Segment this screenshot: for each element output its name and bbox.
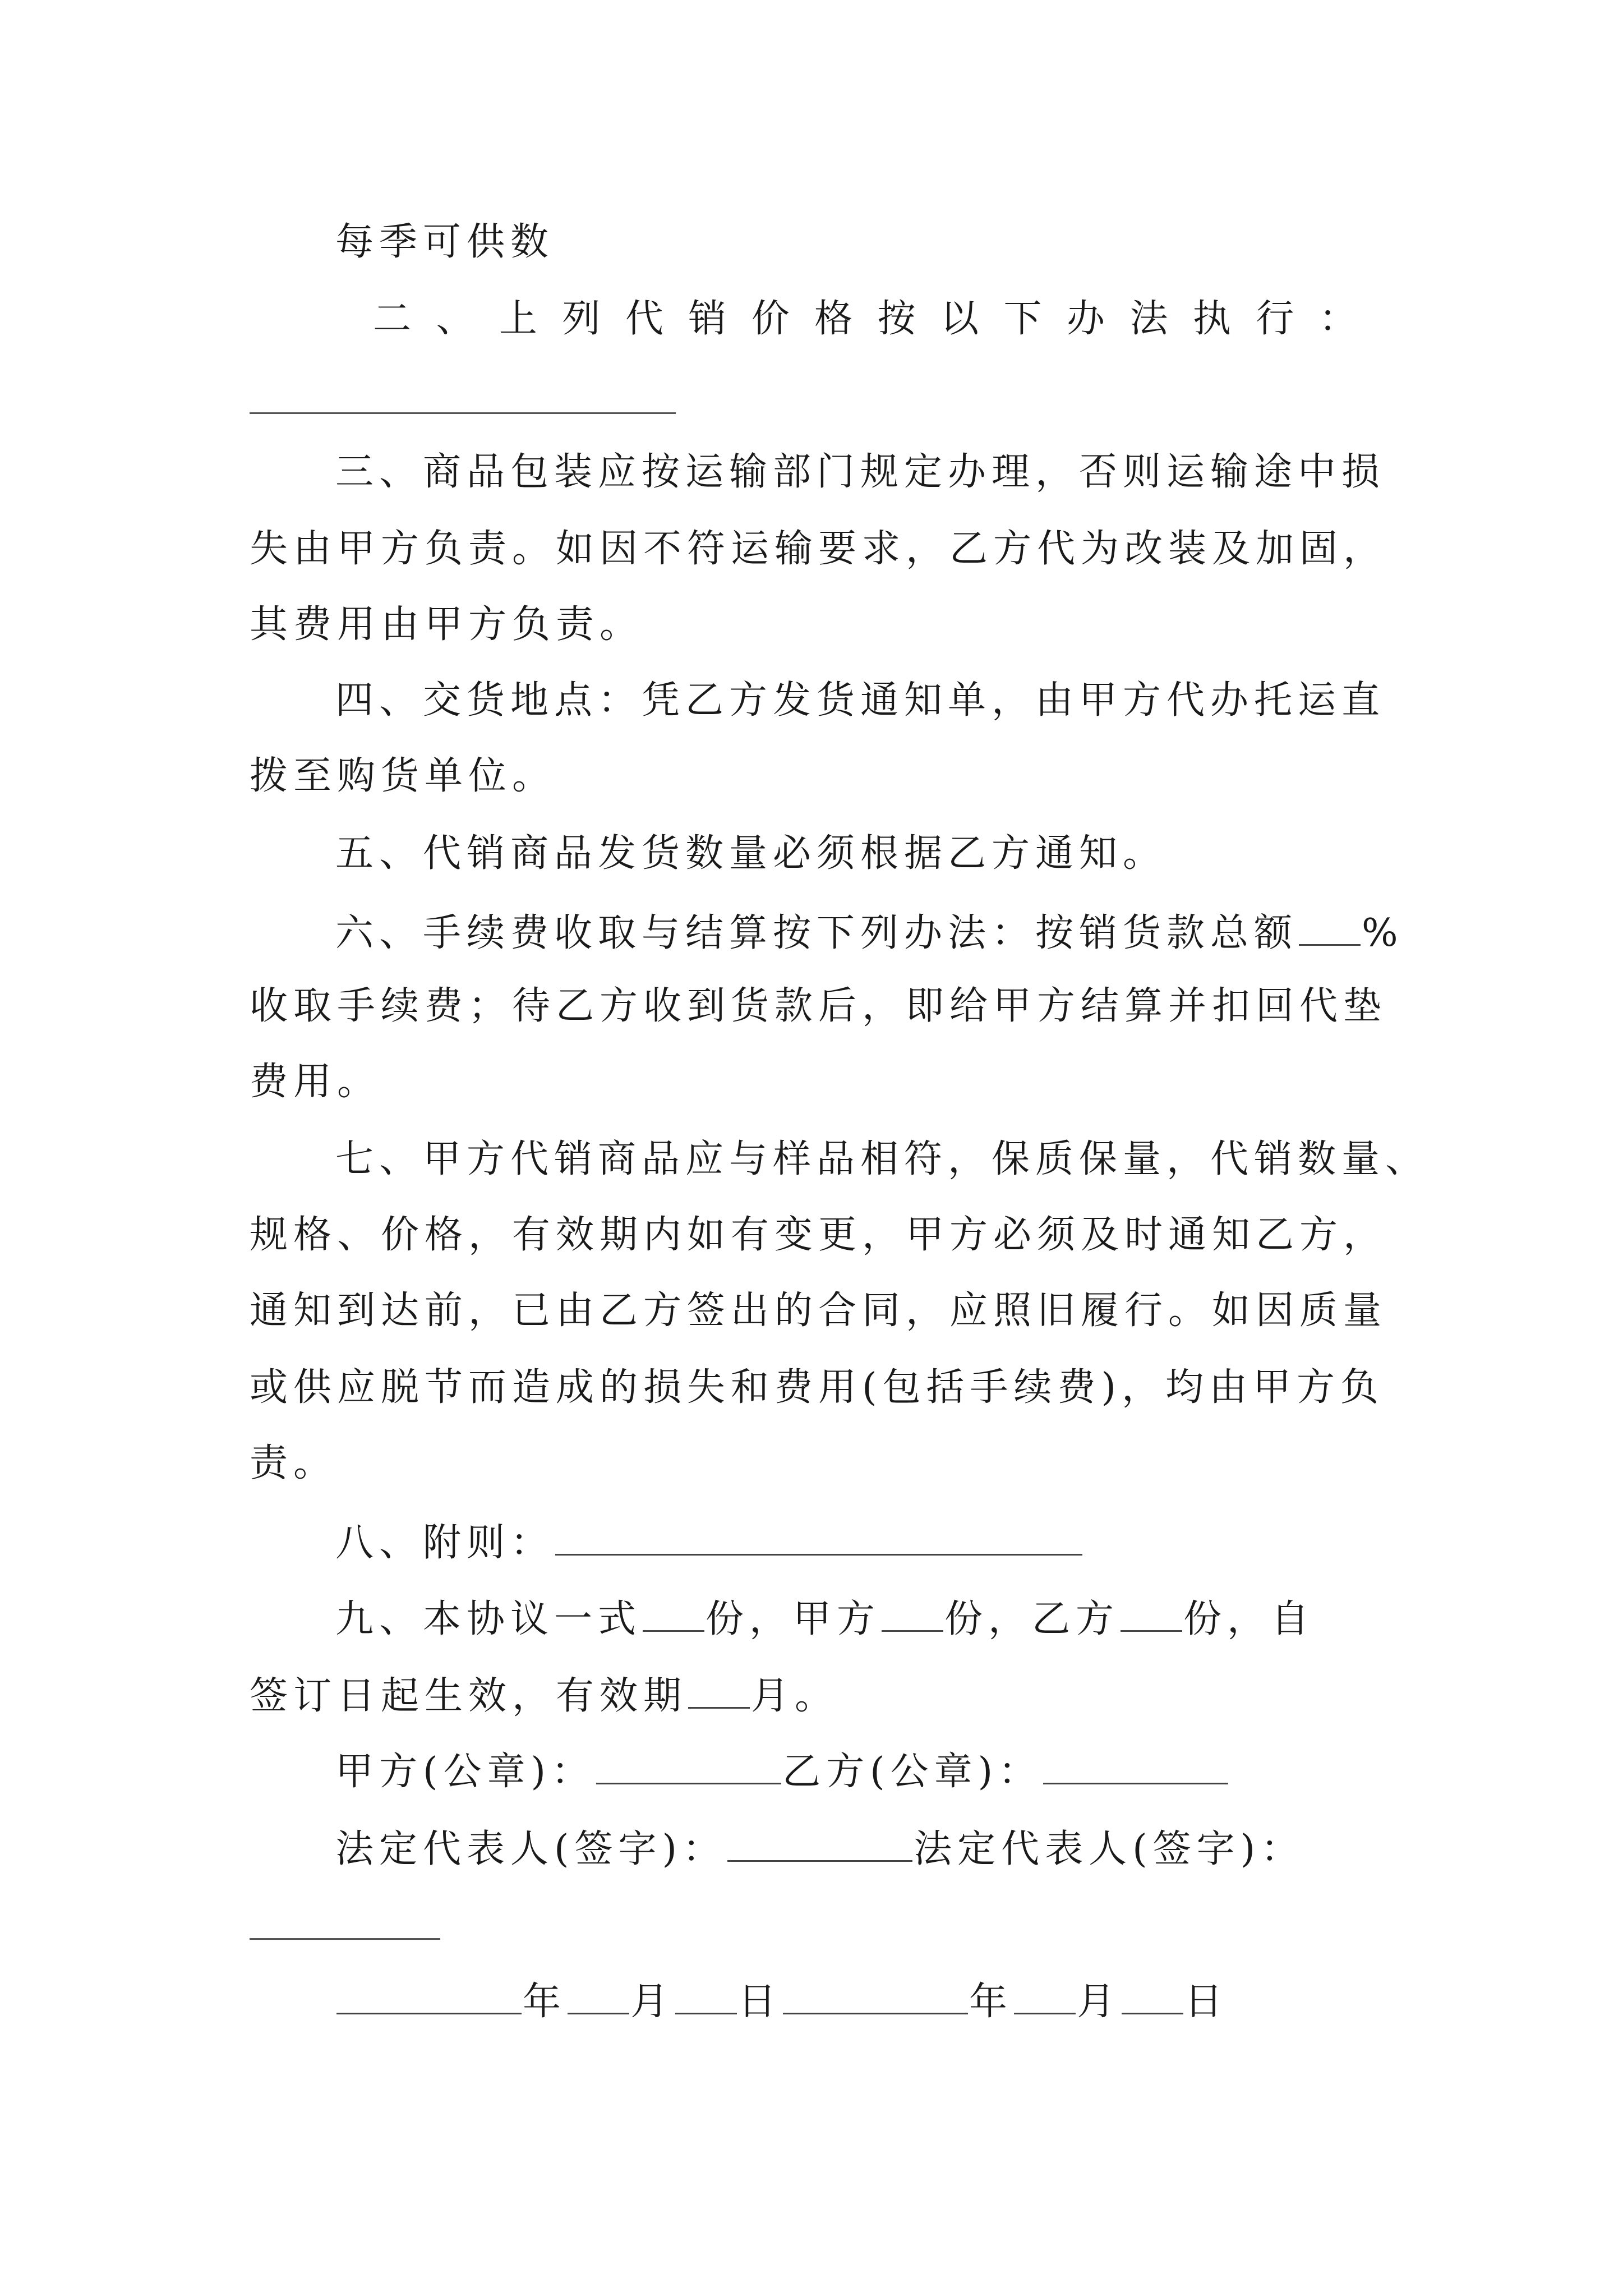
fill-in-party-a-month[interactable]: [568, 1980, 629, 2014]
fill-in-party-b-representative[interactable]: [250, 1938, 440, 1940]
paragraph-7-line-2: 规格、价格，有效期内如有变更，甲方必须及时通知乙方，: [250, 1213, 1387, 1257]
heading-char: 价: [751, 297, 790, 341]
paragraph-3-line-2: 失由甲方负责。如因不符运输要求，乙方代为改装及加固，: [250, 527, 1387, 571]
date-line: 年 月 日 年 月 日: [335, 1980, 1228, 2021]
fill-in-party-b-day[interactable]: [1122, 1980, 1183, 2014]
fill-in-party-b-copies[interactable]: [1121, 1598, 1182, 1632]
paragraph-7-line-4: 或供应脱节而造成的损失和费用(包括手续费)，均由甲方负: [250, 1365, 1385, 1410]
fill-in-party-a-seal[interactable]: [596, 1750, 781, 1784]
heading-char: 上: [499, 297, 537, 341]
fill-in-party-a-year[interactable]: [336, 1980, 522, 2014]
representative-line: 法定代表人(签字)： 法定代表人(签字)：: [335, 1827, 1305, 1871]
fill-in-party-b-seal[interactable]: [1043, 1750, 1228, 1784]
fill-in-validity-months[interactable]: [688, 1674, 750, 1709]
heading-char: 执: [1192, 297, 1231, 341]
fill-in-line-price-method: [250, 412, 676, 414]
paragraph-7-line-5: 责。: [250, 1441, 338, 1485]
paragraph-3-line-3: 其费用由甲方负责。: [250, 602, 644, 647]
fill-in-party-a-day[interactable]: [675, 1980, 737, 2014]
fill-in-party-a-copies[interactable]: [882, 1598, 943, 1632]
fill-in-party-b-month[interactable]: [1014, 1980, 1076, 2014]
heading-char: 办: [1066, 297, 1105, 341]
heading-char: 以: [940, 297, 979, 341]
paragraph-4-line-1: 四、交货地点：凭乙方发货通知单，由甲方代办托运直: [335, 678, 1386, 723]
paragraph-6-line-1: 六、手续费收取与结算按下列办法：按销货款总额 %: [335, 911, 1404, 955]
fill-in-total-copies[interactable]: [643, 1598, 704, 1632]
heading-char: 代: [625, 297, 663, 341]
heading-char: 、: [436, 297, 474, 341]
fill-in-party-b-year[interactable]: [783, 1980, 968, 2014]
heading-char: 列: [562, 297, 601, 341]
heading-char: 法: [1129, 297, 1168, 341]
paragraph-9-line-1: 九、本协议一式 份，甲方 份，乙方 份，自: [335, 1597, 1315, 1641]
fill-in-party-a-representative[interactable]: [727, 1828, 912, 1862]
fill-in-fee-percent[interactable]: [1299, 912, 1361, 946]
paragraph-7-line-3: 通知到达前，已由乙方签出的合同，应照旧履行。如因质量: [250, 1289, 1387, 1333]
paragraph-6-line-3: 费用。: [250, 1060, 381, 1104]
paragraph-7-line-1: 七、甲方代销商品应与样品相符，保质保量，代销数量、: [335, 1137, 1430, 1181]
heading-char: 二: [373, 297, 412, 341]
heading-char: ：: [1318, 297, 1357, 341]
fill-in-supplementary-terms[interactable]: [555, 1521, 1082, 1556]
paragraph-4-line-2: 拨至购货单位。: [250, 754, 556, 798]
paragraph-9-line-2: 签订日起生效，有效期 月。: [250, 1674, 839, 1718]
paragraph-line-supply: 每季可供数: [335, 220, 555, 264]
heading-char: 销: [688, 297, 727, 341]
paragraph-line-price-method: [373, 297, 1357, 341]
heading-char: 下: [1003, 297, 1042, 341]
heading-char: 按: [877, 297, 916, 341]
heading-char: 格: [814, 297, 853, 341]
seal-line: 甲方(公章)： 乙方(公章)：: [335, 1750, 1229, 1791]
heading-char: 行: [1256, 297, 1294, 341]
paragraph-6-line-2: 收取手续费；待乙方收到货款后，即给甲方结算并扣回代垫: [250, 984, 1387, 1028]
paragraph-5: 五、代销商品发货数量必须根据乙方通知。: [335, 831, 1167, 876]
paragraph-3-line-1: 三、商品包装应按运输部门规定办理，否则运输途中损: [335, 450, 1386, 494]
paragraph-8: 八、附则：: [335, 1521, 1083, 1562]
